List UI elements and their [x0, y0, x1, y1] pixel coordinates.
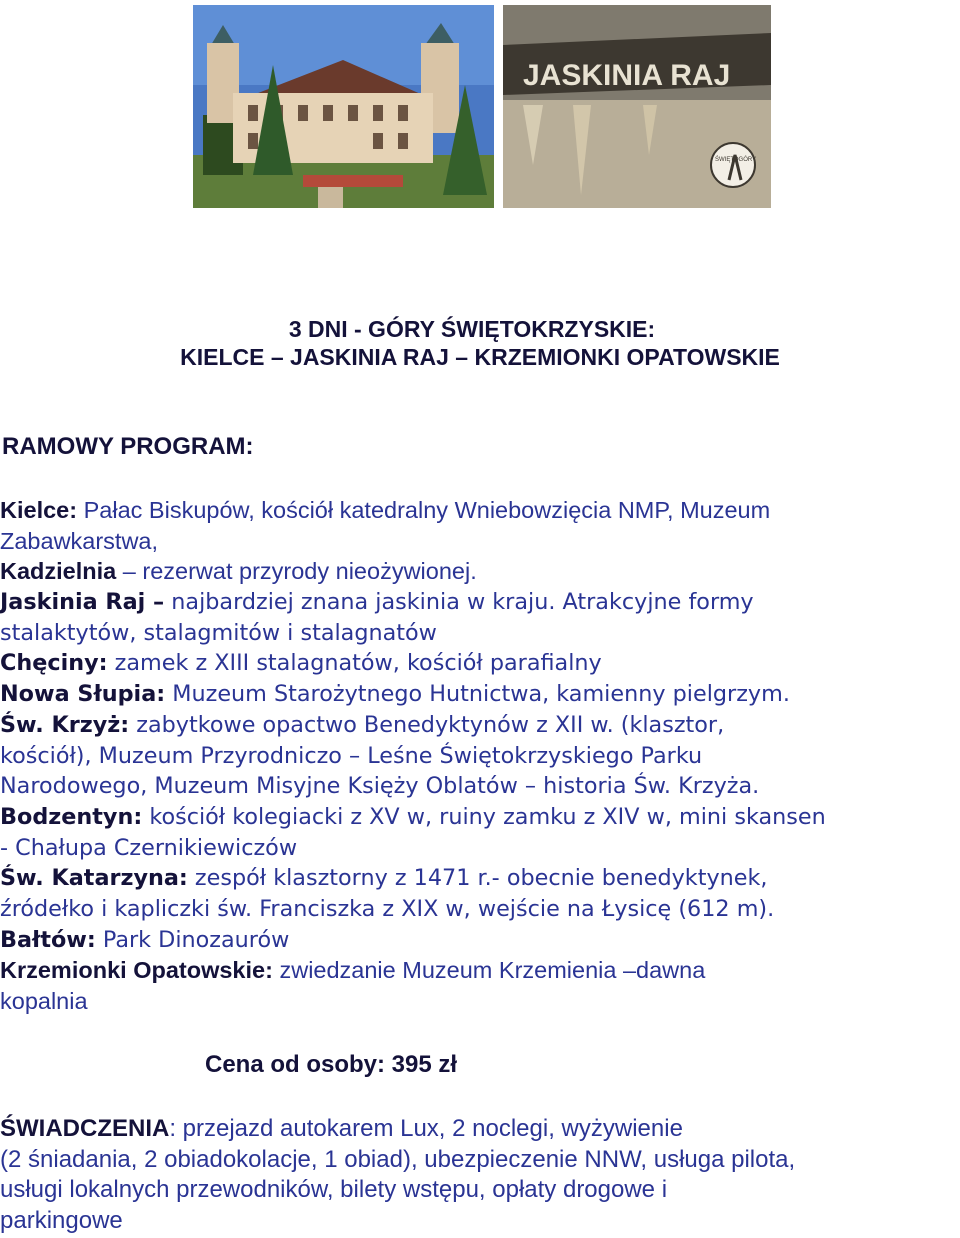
program-line: stalaktytów, stalagmitów i stalagnatów: [0, 619, 437, 646]
benefits: [0, 1114, 960, 1237]
benefits-line: parkingowe: [0, 1207, 123, 1235]
price-text: Cena od osoby: 395 zł: [205, 1051, 458, 1078]
benefits-line: (2 śniadania, 2 obiadokolacje, 1 obiad), ubezpieczenie NNW, usługa pilota,: [0, 1145, 796, 1173]
program-line: Jaskinia Raj – najbardziej znana jaskinia w kraju. Atrakcyjne formy: [0, 589, 754, 616]
program-line: Nowa Słupia: Muzeum Starożytnego Hutnictwa, kamienny pielgrzym.: [0, 681, 790, 708]
program-line: Narodowego, Muzeum Misyjne Księży Oblatów – historia Św. Krzyża.: [0, 773, 760, 800]
program-line: Chęciny: zamek z XIII stalagnatów, kościół parafialny: [0, 650, 602, 677]
program-line: Kadzielnia – rezerwat przyrody nieożywionej.: [0, 558, 477, 585]
program-line: Św. Krzyż: zabytkowe opactwo Benedyktynów z XII w. (klasztor,: [0, 711, 725, 738]
program-line: kopalnia: [0, 988, 88, 1014]
program-list: [0, 495, 960, 1017]
program-line: - Chałupa Czernikiewiczów: [0, 834, 298, 861]
program-line: Kielce: Pałac Biskupów, kościół katedralny Wniebowzięcia NMP, Muzeum: [0, 497, 771, 523]
program-heading: RAMOWY PROGRAM:: [2, 433, 254, 460]
program-line: Bałtów: Park Dinozaurów: [0, 926, 290, 953]
title-line1: 3 DNI - GÓRY ŚWIĘTOKRZYSKIE:: [288, 316, 656, 342]
program-line: kościół), Muzeum Przyrodniczo – Leśne Świętokrzyskiego Parku: [0, 742, 703, 769]
benefits-line: ŚWIADCZENIA: przejazd autokarem Lux, 2 noclegi, wyżywienie: [0, 1115, 683, 1142]
sign-text: JASKINIA RAJ: [523, 59, 731, 92]
photos: [193, 5, 771, 208]
program-line: Bodzentyn: kościół kolegiacki z XV w, ruiny zamku z XIV w, mini skansen: [0, 803, 826, 830]
logo-text: ŚWIĘTOGÓRY: [715, 157, 757, 163]
title-line2: KIELCE – JASKINIA RAJ – KRZEMIONKI OPATOWSKIE: [180, 344, 780, 370]
program-line: Św. Katarzyna: zespół klasztorny z 1471 r.- obecnie benedyktynek,: [0, 865, 768, 892]
cave-photo: [503, 5, 771, 208]
benefits-line: usługi lokalnych przewodników, bilety wstępu, opłaty drogowe i: [0, 1176, 668, 1204]
program-line: Zabawkarstwa,: [0, 527, 159, 554]
program-line: Krzemionki Opatowskie: zwiedzanie Muzeum Krzemienia –dawna: [0, 957, 706, 984]
program-line: źródełko i kapliczki św. Franciszka z XIX w, wejście na Łysicę (612 m).: [0, 895, 775, 922]
palace-photo: [193, 5, 494, 208]
